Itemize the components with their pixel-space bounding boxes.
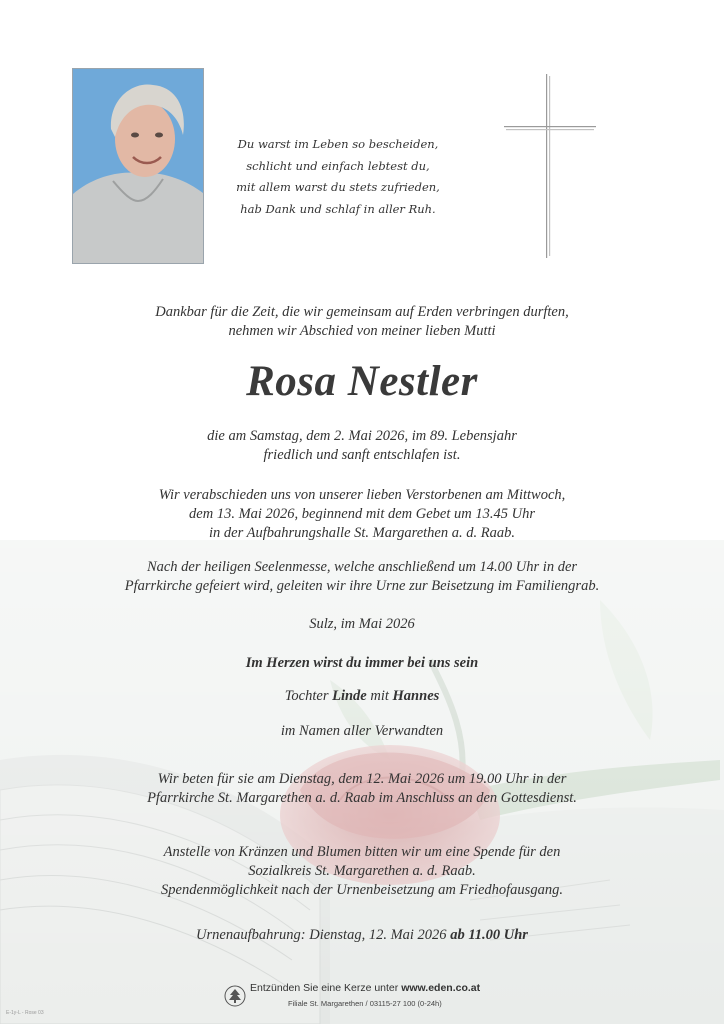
place-date bbox=[40, 615, 684, 634]
intro-text bbox=[40, 303, 684, 341]
candle-text: Entzünden Sie eine Kerze unter bbox=[250, 982, 402, 994]
donation-line: Anstelle von Kränzen und Blumen bitten wir um eine Spende für den bbox=[163, 844, 561, 860]
farewell-line: in der Aufbahrungshalle St. Margarethen a. d. Raab. bbox=[209, 525, 515, 541]
mourner-name: Linde bbox=[332, 688, 367, 704]
mourners bbox=[40, 687, 684, 706]
death-notice-line: friedlich und sanft entschlafen ist. bbox=[263, 447, 461, 463]
template-code: E-1y-L - Rose 03 bbox=[6, 1010, 44, 1016]
death-notice bbox=[40, 427, 684, 465]
cross-icon bbox=[504, 74, 596, 258]
donation-line: Sozialkreis St. Margarethen a. d. Raab. bbox=[248, 863, 476, 879]
mourner-name: Hannes bbox=[392, 688, 440, 704]
urn-viewing-time: ab 11.00 Uhr bbox=[450, 927, 528, 943]
branch-info: Filiale St. Margarethen / 03115-27 100 (0-24h) bbox=[288, 999, 442, 1008]
farewell-line: Wir verabschieden uns von unserer lieben Verstorbenen am Mittwoch, bbox=[158, 487, 566, 503]
poem bbox=[210, 134, 466, 220]
mass-line: Nach der heiligen Seelenmesse, welche anschließend um 14.00 Uhr in der bbox=[146, 559, 578, 575]
urn-viewing bbox=[40, 926, 684, 945]
relatives bbox=[40, 722, 684, 741]
farewell-line: dem 13. Mai 2026, beginnend mit dem Gebet um 13.45 Uhr bbox=[189, 506, 535, 522]
farewell-text bbox=[40, 486, 684, 543]
place-date-line: Sulz, im Mai 2026 bbox=[309, 616, 415, 632]
motto-line: Im Herzen wirst du immer bei uns sein bbox=[245, 655, 479, 671]
portrait-photo bbox=[72, 68, 204, 264]
website-link[interactable]: www.eden.co.at bbox=[401, 982, 481, 994]
tree-logo-icon bbox=[224, 985, 246, 1007]
intro-line: nehmen wir Abschied von meiner lieben Mutti bbox=[228, 323, 496, 339]
prayer-line: Wir beten für sie am Dienstag, dem 12. Mai 2026 um 19.00 Uhr in der bbox=[157, 771, 567, 787]
donation-text bbox=[40, 843, 684, 900]
urn-viewing-text: Urnenaufbahrung: Dienstag, 12. Mai 2026 bbox=[196, 927, 451, 943]
poem-line: schlicht und einfach lebtest du, bbox=[246, 158, 430, 173]
poem-line: mit allem warst du stets zufrieden, bbox=[236, 180, 440, 194]
poem-line: Du warst im Leben so bescheiden, bbox=[237, 137, 439, 151]
death-notice-line: die am Samstag, dem 2. Mai 2026, im 89. Lebensjahr bbox=[207, 428, 517, 444]
relatives-line: im Namen aller Verwandten bbox=[280, 723, 444, 739]
intro-line: Dankbar für die Zeit, die wir gemeinsam auf Erden verbringen durften, bbox=[155, 304, 569, 320]
mass-line: Pfarrkirche gefeiert wird, geleiten wir ihre Urne zur Beisetzung im Familiengrab. bbox=[124, 578, 600, 594]
prayer-line: Pfarrkirche St. Margarethen a. d. Raab im Anschluss an den Gottesdienst. bbox=[147, 790, 577, 806]
donation-line: Spendenmöglichkeit nach der Urnenbeisetzung am Friedhofausgang. bbox=[161, 882, 563, 898]
poem-line: hab Dank und schlaf in aller Ruh. bbox=[240, 201, 436, 216]
footer bbox=[224, 982, 514, 1016]
motto bbox=[40, 654, 684, 673]
candle-line bbox=[250, 982, 480, 994]
mourners-prefix: Tochter bbox=[284, 688, 333, 704]
mass-text bbox=[40, 558, 684, 596]
deceased-name: Rosa Nestler bbox=[246, 358, 478, 405]
prayer-text bbox=[40, 770, 684, 808]
mourners-mid: mit bbox=[366, 688, 393, 704]
